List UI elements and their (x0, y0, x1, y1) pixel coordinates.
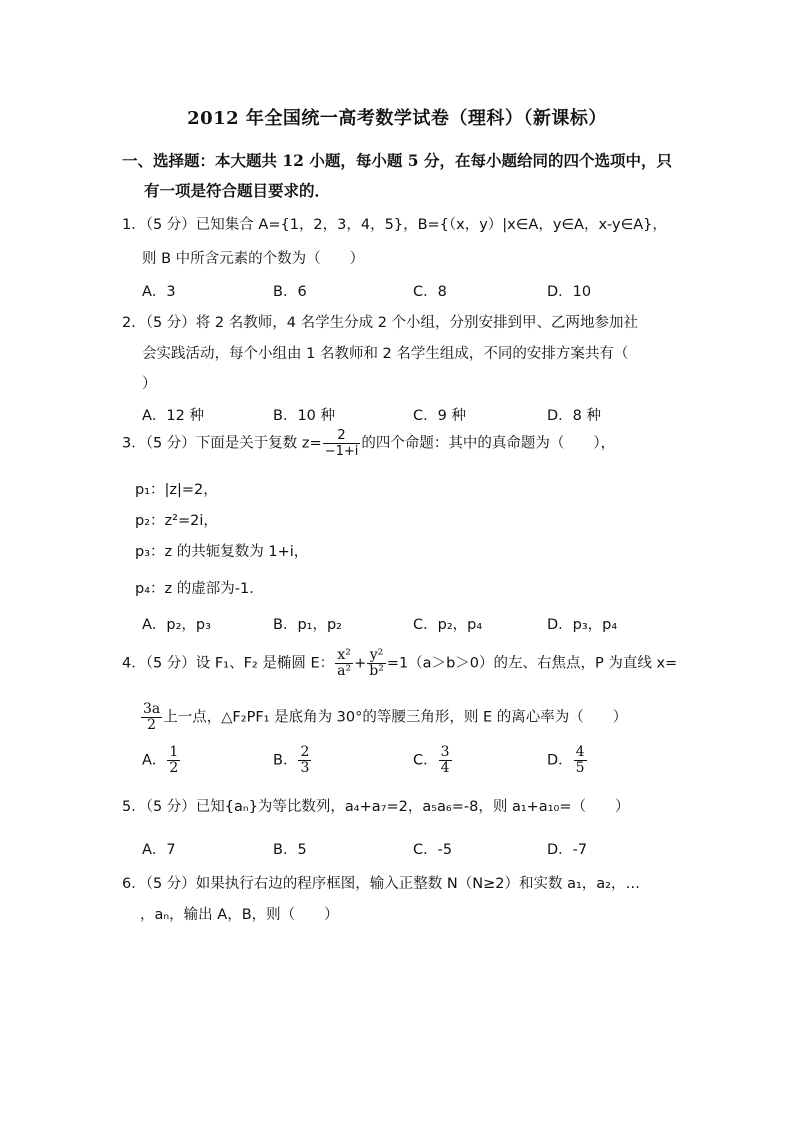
q3-option-d: D．p₃，p₄ (547, 617, 618, 633)
q4-suffix: =1（a＞b＞0）的左、右焦点，P 为直线 x= (386, 655, 678, 672)
q2-line2: 会实践活动，每个小组由 1 名教师和 2 名学生组成，不同的安排方案共有（ (142, 346, 629, 362)
q3-option-c: C．p₂，p₄ (413, 617, 483, 633)
q4-option-a-denominator: 2 (169, 760, 179, 776)
q4-option-c-fraction (439, 745, 452, 776)
q5-option-b: B．5 (273, 842, 307, 858)
section-heading (122, 146, 682, 206)
q4-3a-denominator: 2 (147, 717, 157, 733)
q4-option-d-denominator: 5 (575, 760, 585, 776)
q3-proposition-p3: p₃：z 的共轭复数为 1+i， (135, 544, 309, 560)
q2-line1: 2．（5 分）将 2 名教师，4 名学生分成 2 个小组，分别安排到甲、乙两地参加社 (122, 315, 639, 331)
q4-option-a-label: A． (142, 752, 167, 769)
q3-option-a: A．p₂，p₃ (142, 617, 211, 633)
section-heading-line1: 一、选择题：本大题共 12 小题，每小题 5 分，在每小题给同的四个选项中，只 (122, 151, 672, 170)
q6-line2: ，aₙ，输出 A，B，则（ ） (140, 907, 339, 923)
section-heading-line2: 有一项是符合题目要求的． (144, 181, 331, 200)
q5-option-c: C．-5 (413, 842, 453, 858)
q5-option-d: D．-7 (547, 842, 588, 858)
q2-option-d: D．8 种 (547, 408, 601, 424)
q1-option-a: A．3 (142, 284, 176, 300)
q4-option-b (273, 745, 312, 776)
q4-3a-fraction (141, 702, 162, 733)
q3-prefix: 3．（5 分）下面是关于复数 z= (122, 435, 322, 452)
q4-option-d (547, 745, 588, 776)
q3-proposition-p4: p₄：z 的虚部为-1． (135, 581, 264, 597)
q4-prefix: 4．（5 分）设 F₁、F₂ 是椭圆 E： (122, 655, 335, 672)
q3-suffix: 的四个命题：其中的真命题为（ ）， (361, 435, 616, 452)
q4-y-numerator: y² (367, 648, 386, 664)
q4-option-c-numerator: 3 (440, 744, 450, 760)
q2-line3: ） (142, 376, 157, 392)
q1-option-c: C．8 (413, 284, 447, 300)
q4-option-d-fraction (574, 745, 587, 776)
q2-option-c: C．9 种 (413, 408, 466, 424)
q3-fraction (323, 428, 361, 459)
q4-option-b-label: B． (273, 752, 298, 769)
q5-option-a: A．7 (142, 842, 176, 858)
q4-option-c-denominator: 4 (440, 760, 450, 776)
q4-option-b-fraction (298, 745, 311, 776)
q2-option-b: B．10 种 (273, 408, 336, 424)
q3-option-b: B．p₁，p₂ (273, 617, 342, 633)
q4-option-a-fraction (167, 745, 180, 776)
q1-line2: 则 B 中所含元素的个数为（ ） (142, 251, 365, 267)
q4-option-b-numerator: 2 (300, 744, 310, 760)
q4-option-d-label: D． (547, 752, 573, 769)
q1-line1: 1．（5 分）已知集合 A={1，2，3，4，5}，B={（x，y）|x∈A，y∈A，x-y∈A}， (122, 217, 667, 233)
q3-frac-denominator: −1+i (324, 444, 359, 459)
q4-line2-text: 上一点，△F₂PF₁ 是底角为 30°的等腰三角形，则 E 的离心率为（ ） (163, 709, 628, 726)
q4-3a-numerator: 3a (143, 701, 161, 717)
q4-y-fraction (367, 648, 386, 679)
q4-x-denominator: a² (337, 663, 352, 679)
page-title: 2012 年全国统一高考数学试卷（理科）（新课标） (187, 108, 607, 129)
q4-option-c-label: C． (413, 752, 438, 769)
q3-line1 (122, 428, 615, 459)
q4-y-denominator: b² (369, 663, 384, 679)
q4-x-numerator: x² (335, 648, 353, 664)
q4-option-a (142, 745, 181, 776)
q4-option-a-numerator: 1 (169, 744, 179, 760)
q4-x-fraction (335, 648, 353, 679)
q3-proposition-p1: p₁：|z|=2， (135, 482, 218, 498)
q4-line2 (140, 702, 627, 733)
q1-option-d: D．10 (547, 284, 592, 300)
q5-line1: 5．（5 分）已知{aₙ}为等比数列，a₄+a₇=2，a₅a₆=-8，则 a₁+a₁₀=（ ） (122, 799, 630, 815)
q4-line1 (122, 648, 677, 679)
q6-line1: 6．（5 分）如果执行右边的程序框图，输入正整数 N（N≥2）和实数 a₁，a₂，… (122, 876, 640, 892)
q4-option-c (413, 745, 453, 776)
q4-option-d-numerator: 4 (575, 744, 585, 760)
q3-proposition-p2: p₂：z²=2i， (135, 513, 218, 529)
q4-option-b-denominator: 3 (300, 760, 310, 776)
q1-option-b: B．6 (273, 284, 307, 300)
q2-option-a: A．12 种 (142, 408, 204, 424)
q4-plus: + (354, 655, 367, 672)
q3-frac-numerator: 2 (323, 428, 361, 444)
